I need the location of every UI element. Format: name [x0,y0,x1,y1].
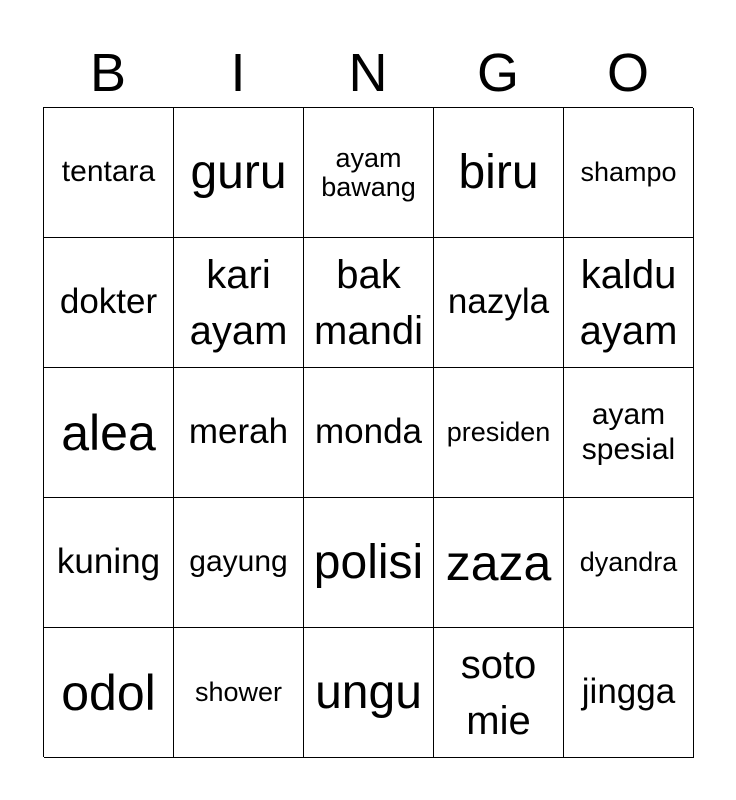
bingo-cell[interactable] [304,628,434,758]
bingo-cell[interactable] [44,368,174,498]
bingo-cell[interactable] [174,238,304,368]
bingo-cell-label: monda [314,412,423,452]
bingo-cell[interactable] [44,108,174,238]
bingo-cell[interactable] [44,628,174,758]
bingo-cell-label: zaza [445,534,552,591]
bingo-cell[interactable] [304,108,434,238]
bingo-cell-label: nazyla [447,282,550,322]
bingo-cell-label: ayam bawang [321,143,416,202]
bingo-cell-label: ayam spesial [581,398,676,466]
bingo-cell-label: merah [188,412,289,452]
header-letter-g: G [476,43,519,103]
bingo-cell[interactable] [564,238,694,368]
bingo-cell-label: jingga [581,672,676,712]
bingo-cell[interactable] [174,108,304,238]
header-letter-b: B [89,43,127,103]
bingo-cell-label: tentara [61,155,156,189]
bingo-cell-label: kaldu ayam [579,252,678,353]
bingo-cell-label: bak mandi [314,252,423,353]
bingo-cell[interactable] [304,368,434,498]
bingo-cell-label: shower [194,677,283,708]
bingo-cell-label: shampo [580,157,677,188]
header-letter-n: N [348,43,388,103]
bingo-cell[interactable] [44,498,174,628]
bingo-cell[interactable] [434,238,564,368]
bingo-cell-label: dokter [59,282,158,322]
bingo-cell[interactable] [304,238,434,368]
bingo-cell-label: kari ayam [189,252,288,353]
bingo-cell-label: biru [458,145,539,199]
bingo-cell-label: odol [61,664,156,721]
bingo-cell-label: ungu [315,665,422,719]
bingo-cell-label: gayung [189,545,288,579]
bingo-cell-label: alea [61,404,156,461]
bingo-cell[interactable] [44,238,174,368]
bingo-cell[interactable] [434,108,564,238]
bingo-cell[interactable] [174,628,304,758]
bingo-cell-label: presiden [446,417,551,448]
bingo-cell[interactable] [564,498,694,628]
header-letter-o: O [606,43,649,103]
bingo-cell[interactable] [304,498,434,628]
bingo-board [43,107,693,757]
bingo-cell-label: guru [190,145,287,199]
bingo-cell[interactable] [434,628,564,758]
bingo-cell[interactable] [174,368,304,498]
bingo-cell[interactable] [564,368,694,498]
bingo-cell-label: soto mie [460,642,537,743]
bingo-cell-label: polisi [313,535,424,589]
bingo-cell[interactable] [564,108,694,238]
bingo-cell-label: dyandra [579,547,678,578]
bingo-cell-label: kuning [56,542,161,582]
bingo-header [43,38,693,108]
header-letter-i: I [230,43,246,103]
bingo-cell[interactable] [174,498,304,628]
bingo-cell[interactable] [564,628,694,758]
bingo-cell[interactable] [434,498,564,628]
bingo-cell[interactable] [434,368,564,498]
